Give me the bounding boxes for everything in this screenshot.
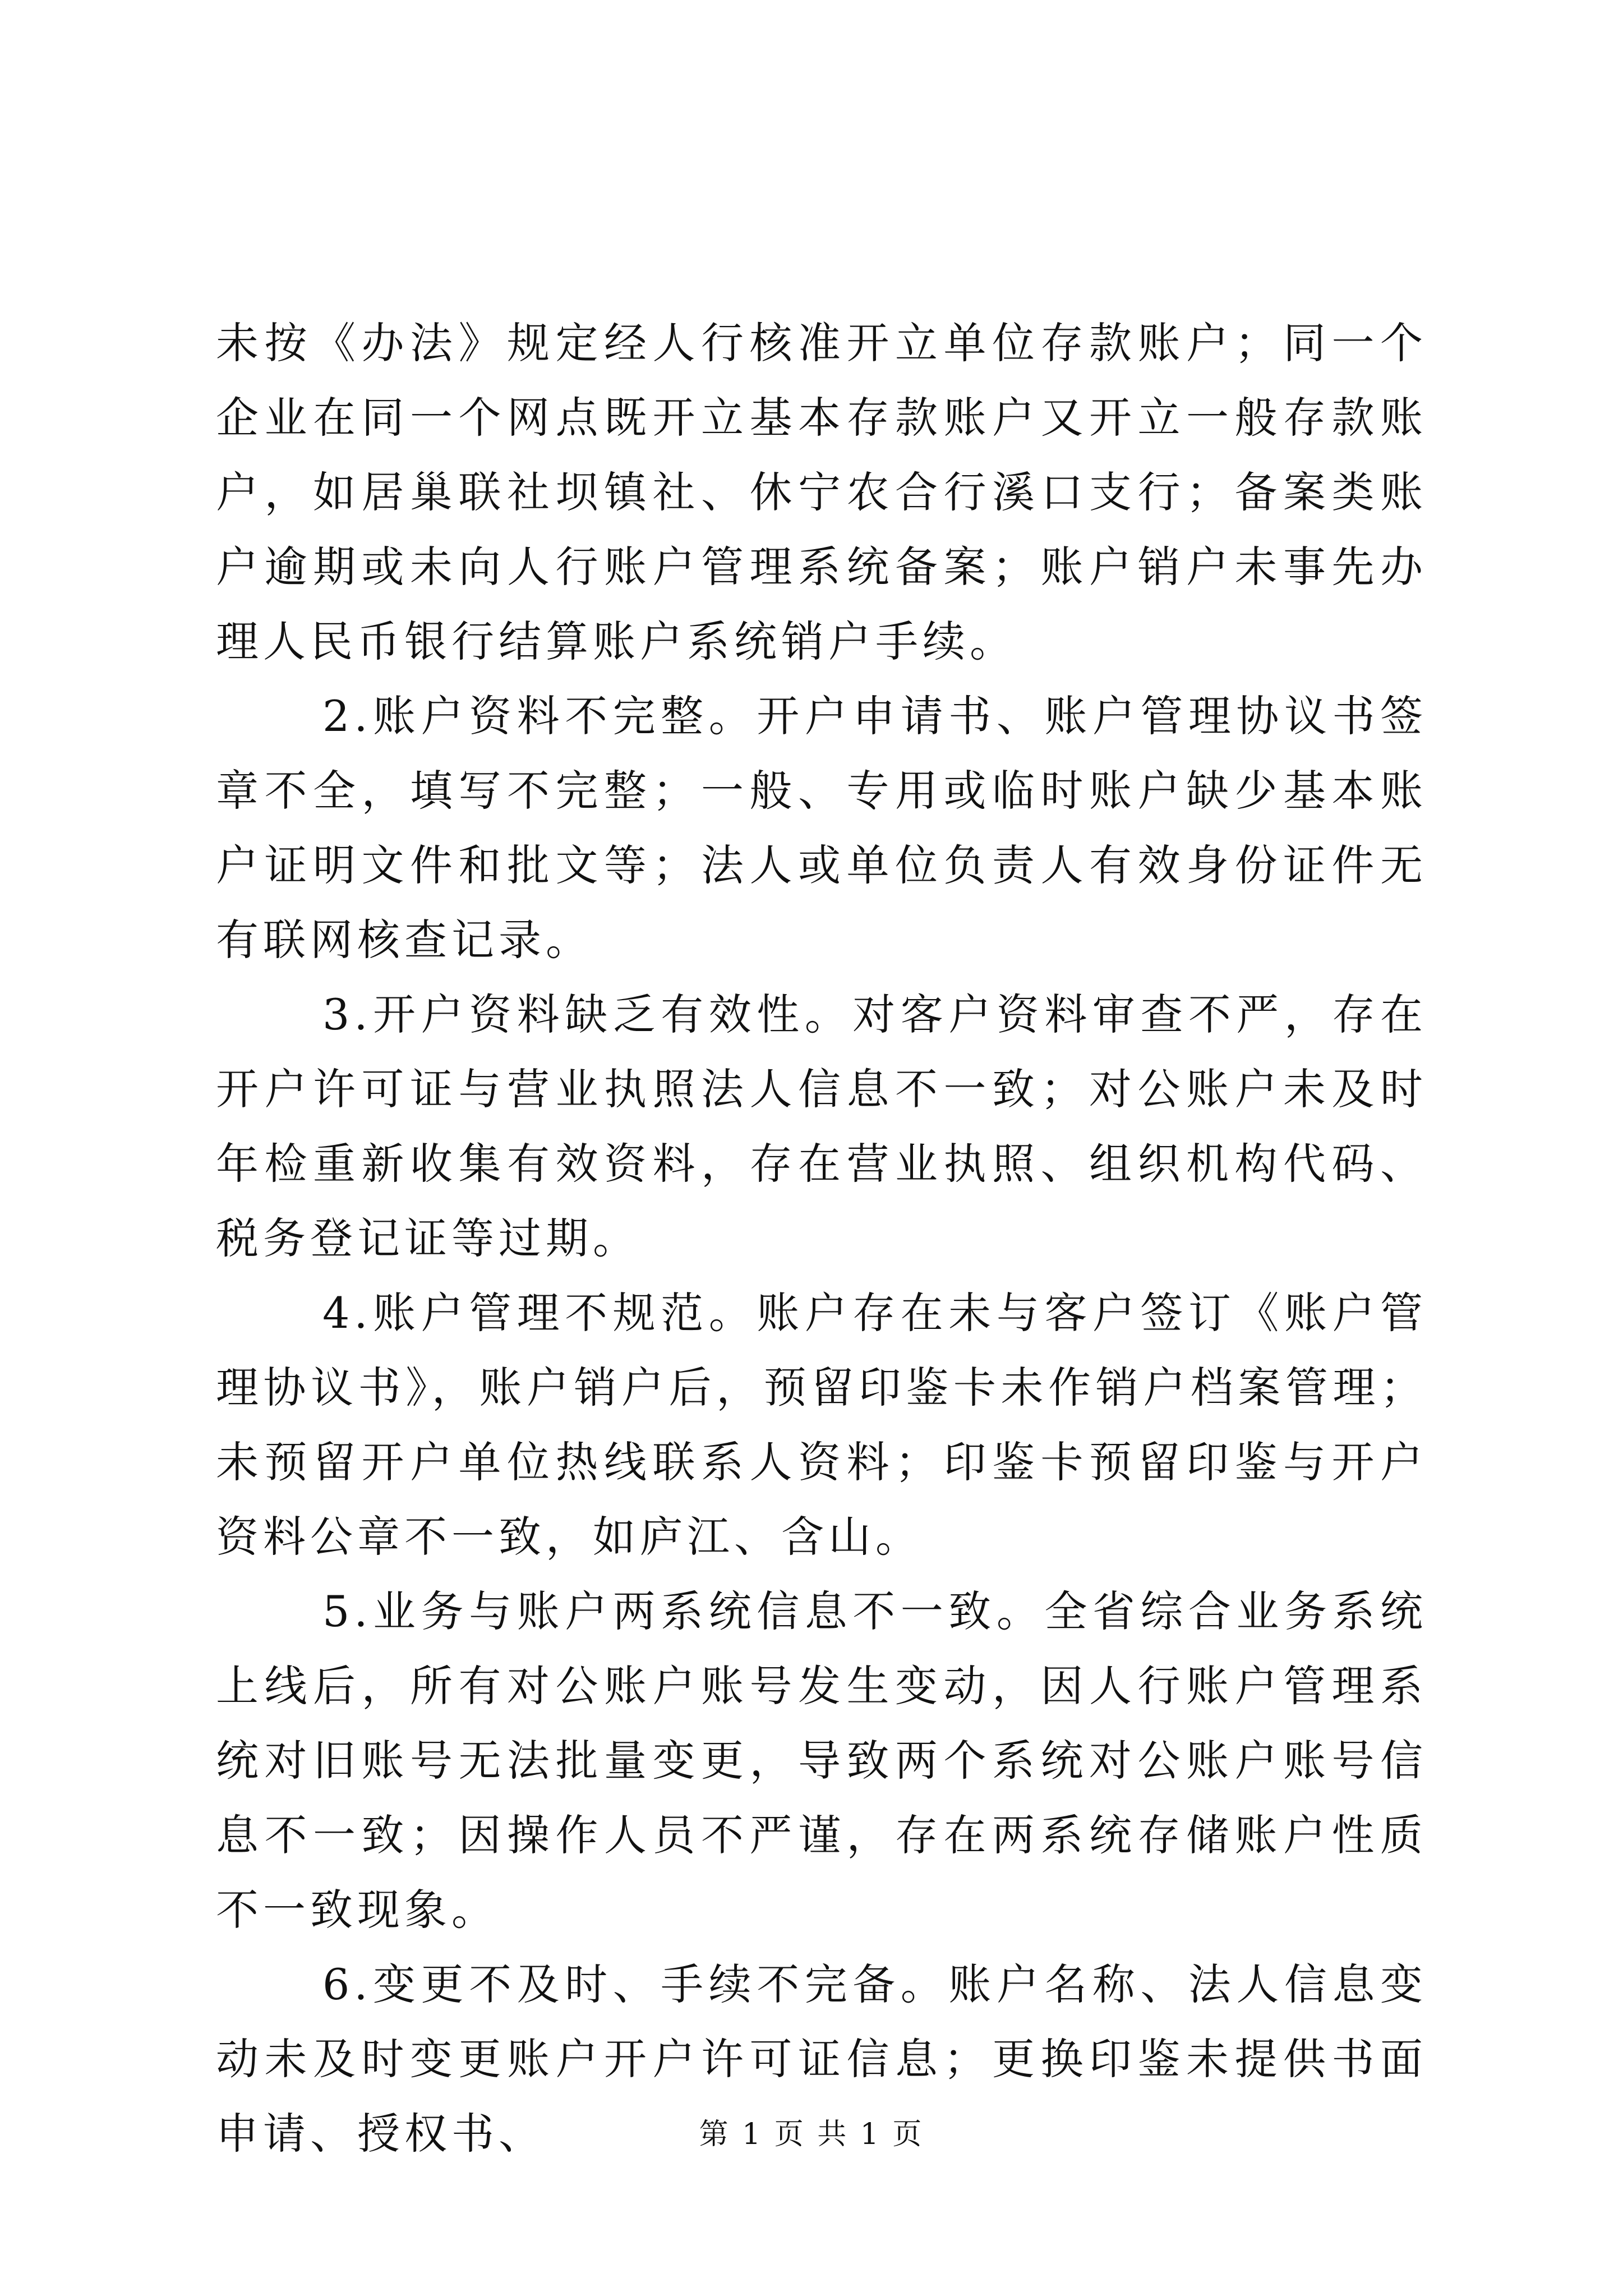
paragraph-item-4: 4.账户管理不规范。账户存在未与客户签订《账户管理协议书》，账户销户后，预留印鉴卡未作销户档案管理；未预留开户单位热线联系人资料；印鉴卡预留印鉴与开户资料公章不一致，如庐江、含山。 xyxy=(216,1288,1427,1562)
document-body xyxy=(216,306,1427,2171)
paragraph-item-2: 2.账户资料不完整。开户申请书、账户管理协议书签章不全，填写不完整；一般、专用或临时账户缺少基本账户证明文件和批文等；法人或单位负责人有效身份证件无有联网核查记录。 xyxy=(216,691,1427,965)
paragraph-item-6: 6.变更不及时、手续不完备。账户名称、法人信息变动未及时变更账户开户许可证信息；更换印鉴未提供书面申请、授权书、 xyxy=(216,1959,1427,2159)
page-footer: 第 1 页 共 1 页 xyxy=(699,2118,924,2151)
paragraph-item-5: 5.业务与账户两系统信息不一致。全省综合业务系统上线后，所有对公账户账号发生变动，因人行账户管理系统对旧账号无法批量变更，导致两个系统对公账户账号信息不一致；因操作人员不严谨，存在两系统存储账户性质不一致现象。 xyxy=(216,1586,1427,1935)
paragraph-continued: 未按《办法》规定经人行核准开立单位存款账户；同一个企业在同一个网点既开立基本存款账户又开立一般存款账户，如居巢联社坝镇社、休宁农合行溪口支行；备案类账户逾期或未向人行账户管理系统备案；账户销户未事先办理人民币银行结算账户系统销户手续。 xyxy=(216,318,1427,666)
paragraph-item-3: 3.开户资料缺乏有效性。对客户资料审查不严，存在开户许可证与营业执照法人信息不一致；对公账户未及时年检重新收集有效资料，存在营业执照、组织机构代码、税务登记证等过期。 xyxy=(216,990,1427,1263)
